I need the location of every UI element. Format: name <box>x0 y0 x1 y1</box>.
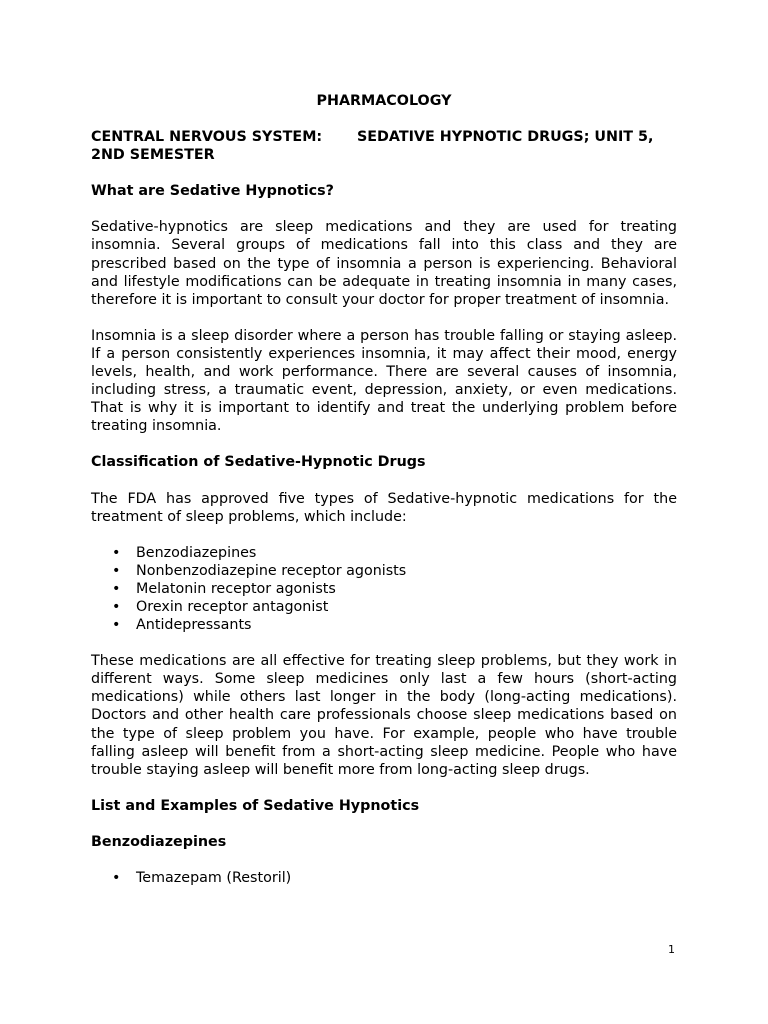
list-item <box>112 544 677 562</box>
document-title: PHARMACOLOGY <box>316 93 452 109</box>
bullet-icon: • <box>112 598 121 615</box>
bullet-icon: • <box>112 544 121 561</box>
subheading-benzodiazepines: Benzodiazepines <box>91 833 227 850</box>
list-item <box>112 562 677 580</box>
bullet-icon: • <box>112 870 121 886</box>
list-item-text: Temazepam (Restoril) <box>136 870 292 886</box>
section-heading-classification: Classification of Sedative-Hypnotic Drugs <box>91 454 426 471</box>
document-subtitle: CENTRAL NERVOUS SYSTEM: SEDATIVE HYPNOTIC DRUGS; UNIT 5, 2ND SEMESTER <box>91 129 659 164</box>
list-item-text: Antidepressants <box>136 617 252 634</box>
list-item-text: Benzodiazepines <box>136 544 257 561</box>
paragraph-insomnia-description: Insomnia is a sleep disorder where a person has trouble falling or staying asleep. If a person consistently experiences insomnia, it may affect their mood, energy levels, health, and work performance. There are several causes of insomnia, including stress, a traumatic event, depression, anxiety, or even medications. That is why it is important to identify and treat the underlying problem before treating insomnia. <box>91 327 677 435</box>
list-item-text: Melatonin receptor agonists <box>136 580 336 597</box>
document-body <box>91 92 677 905</box>
list-item-text: Orexin receptor antagonist <box>136 598 329 615</box>
list-item <box>112 616 677 634</box>
bullet-icon: • <box>112 580 121 597</box>
section-heading-list-and-examples: List and Examples of Sedative Hypnotics <box>91 797 420 814</box>
section-heading-what-are-sedative-hypnotics: What are Sedative Hypnotics? <box>91 183 334 200</box>
paragraph-how-medications-work: These medications are all effective for treating sleep problems, but they work in different ways. Some sleep medicines only last a few hours (short-acting medications) while others last longer in the body (long-acting medications). Doctors and other health care professionals choose sleep medications based on the type of sleep problem you have. For example, people who have trouble falling asleep will benefit from a short-acting sleep medicine. People who have trouble staying asleep will benefit more from long-acting sleep drugs. <box>91 653 677 778</box>
bullet-icon: • <box>112 562 121 579</box>
list-item <box>112 580 677 598</box>
page-number: 1 <box>668 943 675 956</box>
list-item <box>112 598 677 616</box>
paragraph-fda-approved-types: The FDA has approved five types of Sedative-hypnotic medications for the treatment of sleep problems, which include: <box>91 490 677 525</box>
bullet-icon: • <box>112 617 121 634</box>
list-item-text: Nonbenzodiazepine receptor agonists <box>136 562 407 579</box>
paragraph-sedative-hypnotics-definition: Sedative-hypnotics are sleep medications and they are used for treating insomnia. Several groups of medications fall into this class and they are prescribed based on the type of insomnia a person is experiencing. Behavioral and lifestyle modifications can be adequate in treating insomnia in many cases, therefore it is important to consult your doctor for proper treatment of insomnia. <box>91 219 677 308</box>
benzodiazepine-examples-list <box>91 869 677 887</box>
classification-list <box>91 544 677 634</box>
list-item <box>112 869 677 887</box>
